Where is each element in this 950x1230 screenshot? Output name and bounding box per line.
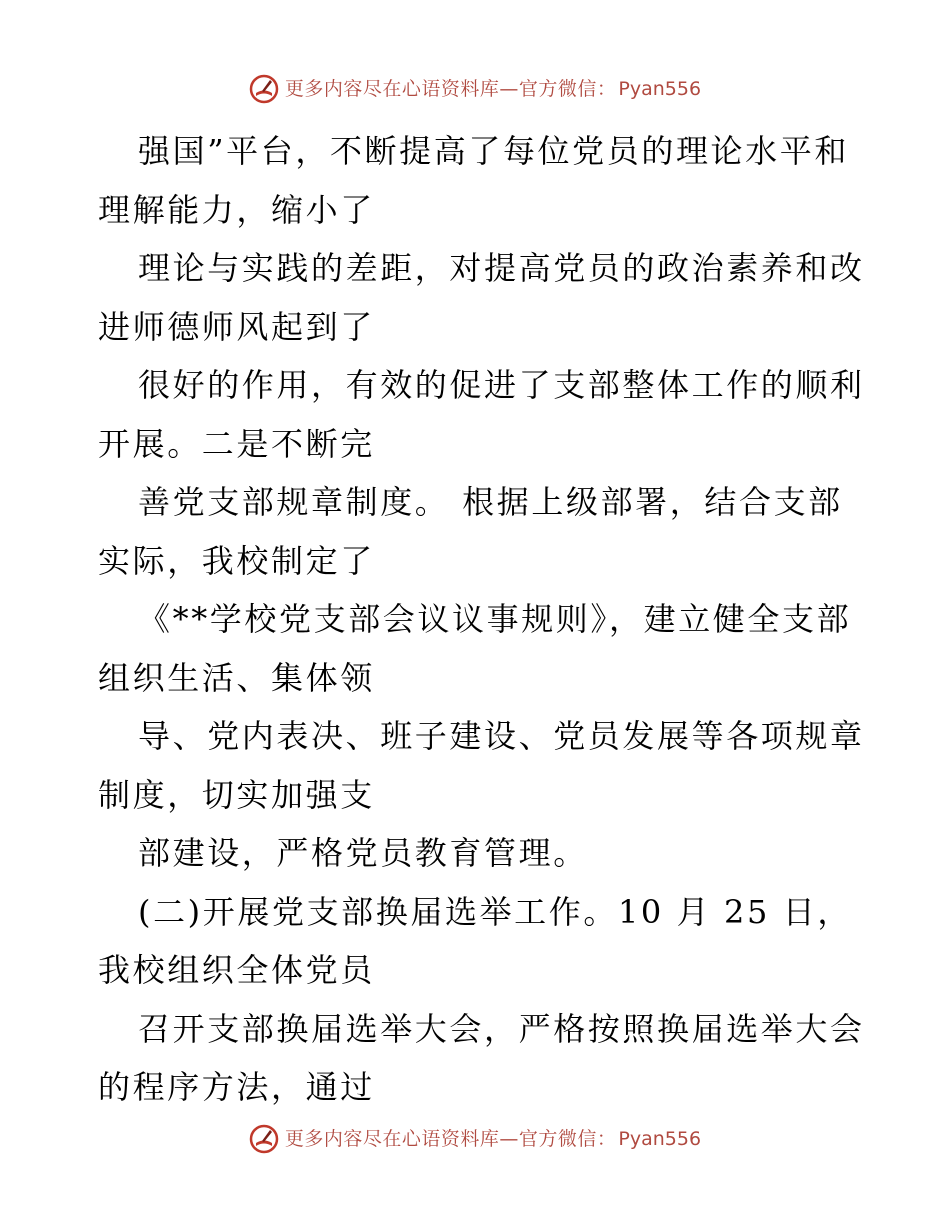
watermark-wechat-id: Pyan556 [618,78,702,100]
text-line: 开展。二是不断完 [98,424,375,463]
text-line: 我校组织全体党员 [98,951,375,989]
text-line: 理论与实践的差距，对提高党员的政治素养和改 [138,249,865,287]
book-pen-logo-icon [249,74,279,104]
document-body [98,122,865,1117]
text-line: 进师德师风起到了 [98,307,375,346]
text-line: 部建设，严格党员教育管理。 [138,834,588,872]
text-line: 导、党内表决、班子建设、党员发展等各项规章 [138,717,865,755]
text-line: 组织生活、集体领 [98,658,375,697]
book-pen-logo-icon [249,1124,279,1154]
text-line: 制度，切实加强支 [98,775,375,814]
text-line: 强国”平台，不断提高了每位党员的理论水平和 [138,132,849,170]
text-line: 理解能力，缩小了 [98,190,375,229]
text-line: 的程序方法，通过 [98,1068,375,1106]
text-line: 召开支部换届选举大会，严格按照换届选举大会 [138,1009,865,1048]
watermark-wechat-id: Pyan556 [618,1128,702,1150]
watermark-text: 更多内容尽在心语资料库—官方微信： [284,1128,617,1150]
text-line: (二)开展党支部换届选举工作。10 月 25 日， [138,892,852,931]
header-watermark [0,74,950,104]
text-line: 很好的作用，有效的促进了支部整体工作的顺利 [138,366,865,404]
text-line: 实际，我校制定了 [98,541,375,580]
text-line: 善党支部规章制度。 根据上级部署，结合支部 [138,483,843,521]
text-line: 《**学校党支部会议议事规则》，建立健全支部 [138,600,852,638]
footer-watermark [0,1124,950,1154]
watermark-text: 更多内容尽在心语资料库—官方微信： [284,78,617,100]
